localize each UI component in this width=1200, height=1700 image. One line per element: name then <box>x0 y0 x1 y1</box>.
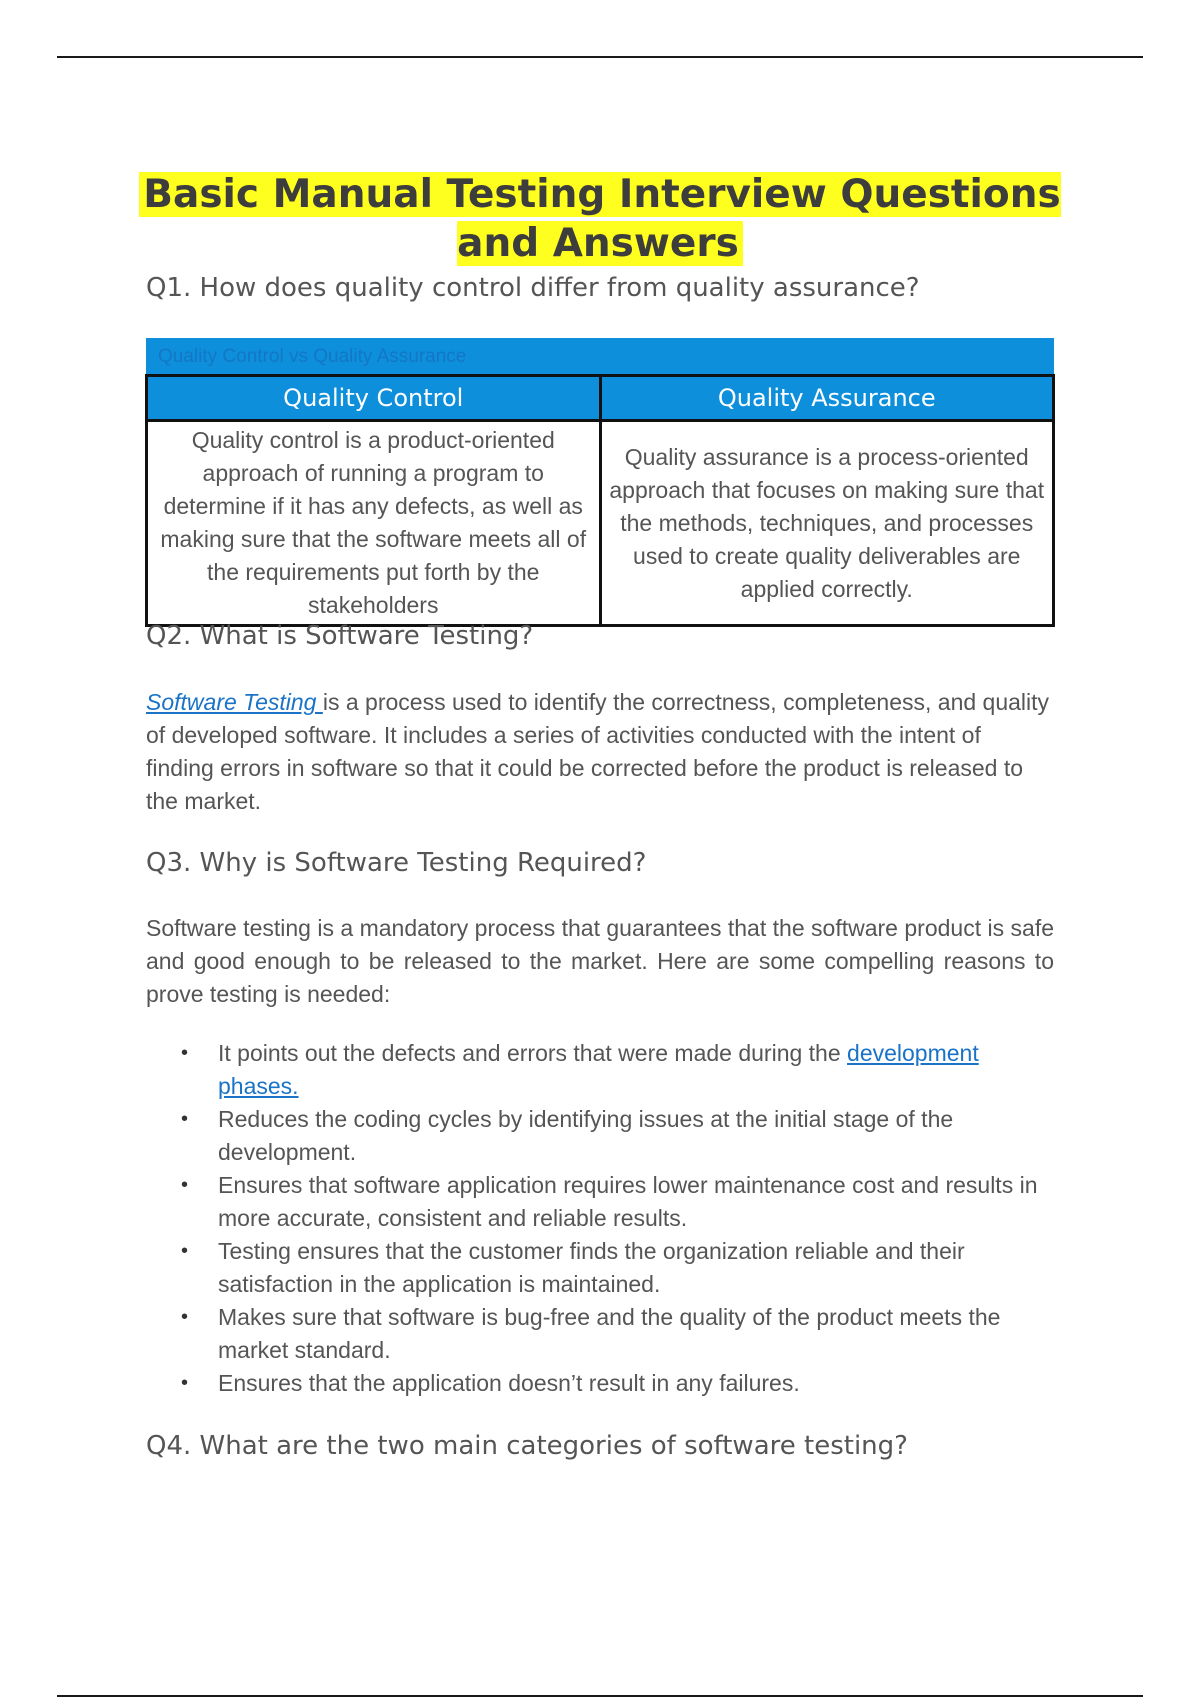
list-item-text: Ensures that the application doesn’t result in any failures. <box>218 1370 800 1396</box>
bullet-icon: • <box>181 1108 189 1130</box>
cell-quality-control: Quality control is a product-oriented approach of running a program to determine if it has any defects, as well as making sure that the software meets all of the requirements put forth by the stakeholders <box>147 421 601 626</box>
list-item-text: Testing ensures that the customer finds the organization reliable and their satisfaction in the application is maintained. <box>218 1238 965 1297</box>
table-row <box>147 421 1054 626</box>
page-title <box>100 170 1100 268</box>
bullet-icon: • <box>181 1306 189 1328</box>
list-item-text: Reduces the coding cycles by identifying issues at the initial stage of the development. <box>218 1106 954 1165</box>
q3-paragraph: Software testing is a mandatory process that guarantees that the software product is safe and good enough to be released to the market. Here are some compelling reasons to prove testing is needed: <box>146 915 1054 1007</box>
software-testing-link[interactable]: Software Testing <box>146 689 323 715</box>
table-header-row <box>147 376 1054 421</box>
reasons-list <box>146 1037 1056 1400</box>
bullet-icon: • <box>181 1372 189 1394</box>
column-header-quality-control: Quality Control <box>147 376 601 421</box>
list-item <box>146 1103 1056 1169</box>
q1-heading: Q1. How does quality control differ from quality assurance? <box>146 273 920 303</box>
q2-heading: Q2. What is Software Testing? <box>146 621 534 651</box>
bullet-icon: • <box>181 1174 189 1196</box>
list-item <box>146 1235 1056 1301</box>
table-caption: Quality Control vs Quality Assurance <box>146 338 1054 375</box>
bottom-rule <box>57 1695 1143 1697</box>
q4-heading: Q4. What are the two main categories of software testing? <box>146 1431 908 1461</box>
development-phases-link[interactable]: development phases. <box>218 1040 979 1099</box>
q2-body-text: is a process used to identify the correctness, completeness, and quality of developed software. It includes a series of activities conducted with the intent of finding errors in software so that it could be corrected before the product is released to the market. <box>146 689 1050 814</box>
page-title-text: Basic Manual Testing Interview Questions and Answers <box>139 172 1060 266</box>
bullet-icon: • <box>181 1042 189 1064</box>
bullet-icon: • <box>181 1240 189 1262</box>
list-item-text: Ensures that software application requires lower maintenance cost and results in more accurate, consistent and reliable results. <box>218 1172 1038 1231</box>
q2-paragraph <box>146 686 1054 818</box>
list-item <box>146 1367 1056 1400</box>
top-rule <box>57 56 1143 58</box>
list-item <box>146 1037 1056 1103</box>
cell-quality-assurance: Quality assurance is a process-oriented approach that focuses on making sure that the methods, techniques, and processes used to create quality deliverables are applied correctly. <box>600 421 1054 626</box>
list-item <box>146 1169 1056 1235</box>
list-item-text: It points out the defects and errors that were made during the <box>218 1040 848 1066</box>
comparison-table <box>145 374 1055 627</box>
list-item <box>146 1301 1056 1367</box>
list-item-text: Makes sure that software is bug-free and the quality of the product meets the market standard. <box>218 1304 1001 1363</box>
q3-heading: Q3. Why is Software Testing Required? <box>146 848 647 878</box>
column-header-quality-assurance: Quality Assurance <box>600 376 1054 421</box>
